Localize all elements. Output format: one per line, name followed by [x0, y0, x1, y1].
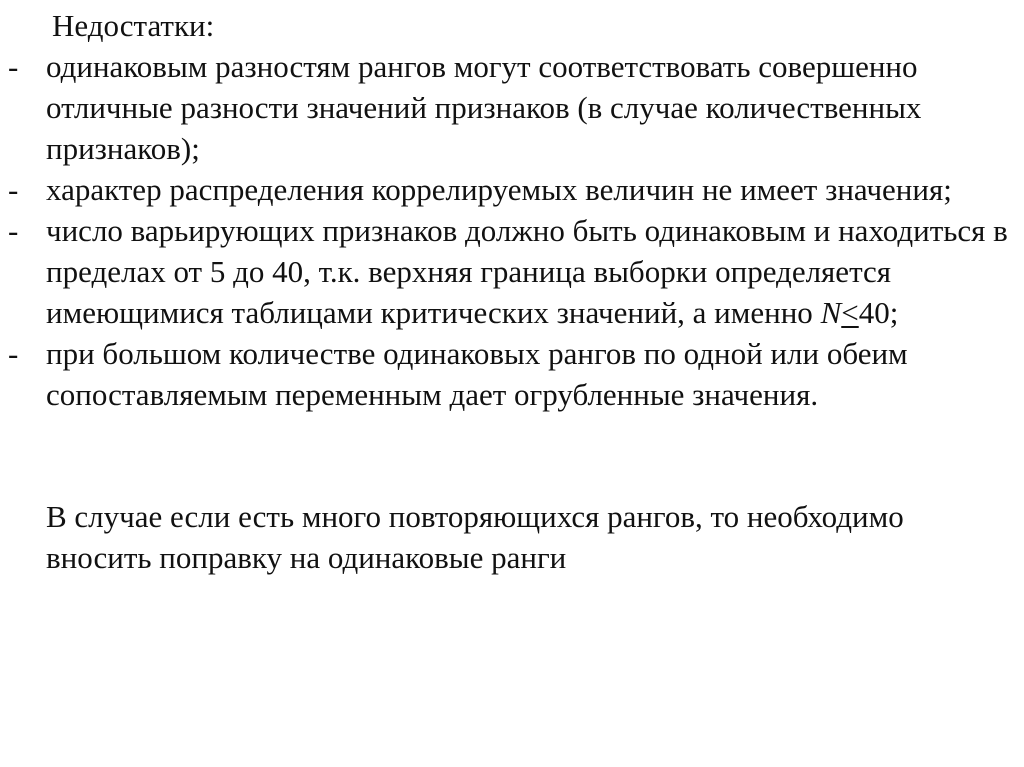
bullet-text: [46, 210, 1010, 333]
list-item: [0, 333, 1010, 415]
sample-size-variable: N: [820, 295, 842, 330]
slide-heading: Недостатки:: [52, 8, 215, 43]
bullet-marker: -: [8, 49, 19, 84]
list-item: [0, 210, 1010, 333]
less-or-equal-sign: <: [841, 295, 859, 330]
drawbacks-list: [0, 46, 1010, 415]
list-item: [0, 46, 1010, 169]
bullet-marker: -: [8, 213, 19, 248]
bullet-marker: -: [8, 336, 19, 371]
bullet-text: характер распределения коррелируемых величин не имеет значения;: [46, 172, 952, 207]
sample-size-limit: 40;: [858, 295, 899, 330]
conclusion-text: В случае если есть много повторяющихся рангов, то необходимо вносить поправку на одинаковые ранги: [46, 499, 904, 575]
bullet-text: одинаковым разностям рангов могут соответствовать совершенно отличные разности значений признаков (в случае количественных признаков);: [46, 49, 922, 166]
bullet-text: при большом количестве одинаковых рангов по одной или обеим сопоставляемым переменным дает огрубленные значения.: [46, 336, 908, 412]
bullet-text-main: число варьирующих признаков должно быть одинаковым и находиться в пределах от 5 до 40, т.к. верхняя граница выборки определяется имеющимися таблицами критических значений, а именно: [46, 213, 1008, 330]
list-item: [0, 169, 1010, 210]
bullet-marker: -: [8, 172, 19, 207]
